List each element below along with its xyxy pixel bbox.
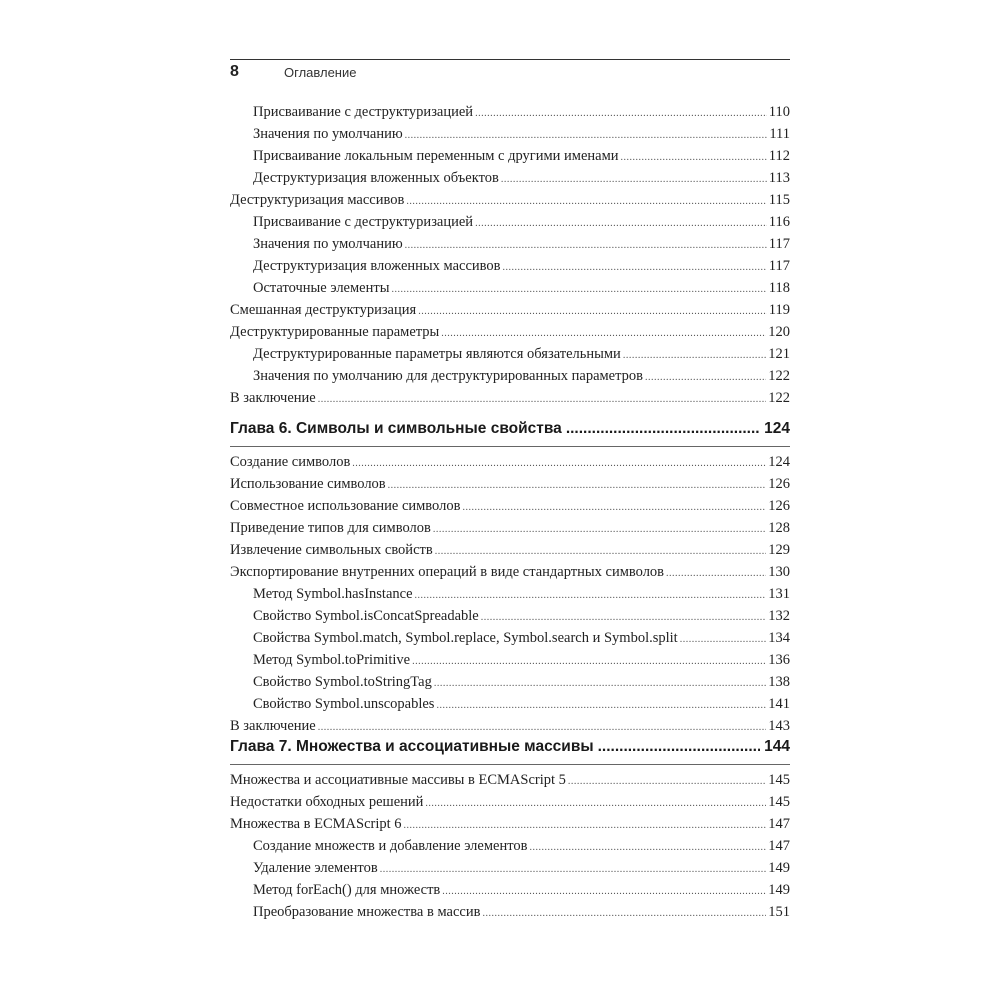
toc-entry[interactable] <box>230 583 790 605</box>
entry-page: 111 <box>769 126 790 142</box>
entry-title: Деструктурированные параметры <box>230 324 440 340</box>
dot-leader <box>412 651 766 673</box>
page-number: 8 <box>230 63 239 80</box>
dot-leader <box>623 345 766 367</box>
dot-leader <box>405 125 768 147</box>
toc-entry[interactable] <box>230 693 790 715</box>
entry-page: 115 <box>768 192 790 208</box>
entry-title: Преобразование множества в массив <box>253 904 481 920</box>
toc-entry[interactable] <box>230 857 790 879</box>
dot-leader <box>503 257 767 279</box>
toc-section <box>230 101 790 409</box>
entry-page: 128 <box>768 520 790 536</box>
entry-title: Метод Symbol.toPrimitive <box>253 652 411 668</box>
toc-entry[interactable] <box>230 277 790 299</box>
entry-page: 138 <box>768 674 790 690</box>
entry-title: Создание символов <box>230 454 351 470</box>
entry-title: Присваивание с деструктуризацией <box>253 104 474 120</box>
entry-page: 129 <box>768 542 790 558</box>
entry-page: 124 <box>768 454 790 470</box>
dot-leader <box>434 673 766 695</box>
toc-entry[interactable] <box>230 473 790 495</box>
chapter-heading[interactable] <box>230 420 790 447</box>
toc-entry[interactable] <box>230 671 790 693</box>
dot-leader <box>566 420 760 438</box>
dot-leader <box>475 213 767 235</box>
dot-leader <box>645 367 766 389</box>
dot-leader <box>436 695 766 717</box>
entry-page: 149 <box>768 860 790 876</box>
entry-title: Значения по умолчанию для деструктурированных параметров <box>253 368 643 384</box>
entry-page: 110 <box>768 104 790 120</box>
entry-page: 112 <box>768 148 790 164</box>
entry-title: Приведение типов для символов <box>230 520 431 536</box>
dot-leader <box>405 235 767 257</box>
entry-page: 131 <box>768 586 790 602</box>
toc-entry[interactable] <box>230 605 790 627</box>
entry-page: 143 <box>768 718 790 734</box>
toc-entry[interactable] <box>230 627 790 649</box>
toc-entry[interactable] <box>230 145 790 167</box>
dot-leader <box>425 793 766 815</box>
toc-entry[interactable] <box>230 561 790 583</box>
entry-title: Свойство Symbol.isConcatSpreadable <box>253 608 479 624</box>
toc-entry[interactable] <box>230 211 790 233</box>
toc-entry[interactable] <box>230 365 790 387</box>
dot-leader <box>418 301 767 323</box>
dot-leader <box>406 191 766 213</box>
entry-page: 122 <box>768 390 790 406</box>
entry-title: Недостатки обходных решений <box>230 794 424 810</box>
entry-page: 117 <box>768 236 790 252</box>
entry-title: В заключение <box>230 390 316 406</box>
entry-page: 145 <box>768 772 790 788</box>
entry-title: Смешанная деструктуризация <box>230 302 417 318</box>
entry-title: Деструктурированные параметры являются обязательными <box>253 346 621 362</box>
toc-section-chapter-6 <box>230 420 790 737</box>
entry-page: 134 <box>768 630 790 646</box>
dot-leader <box>318 717 767 739</box>
toc-entry[interactable] <box>230 123 790 145</box>
dot-leader <box>433 519 766 541</box>
entry-title: Множества в ECMAScript 6 <box>230 816 402 832</box>
entry-title: Множества и ассоциативные массивы в ECMAScript 5 <box>230 772 566 788</box>
toc-entry[interactable] <box>230 255 790 277</box>
dot-leader <box>529 837 766 859</box>
entry-title: Экспортирование внутренних операций в виде стандартных символов <box>230 564 665 580</box>
entry-title: Свойство Symbol.toStringTag <box>253 674 432 690</box>
toc-entry[interactable] <box>230 167 790 189</box>
entry-page: 116 <box>768 214 790 230</box>
toc-entry[interactable] <box>230 879 790 901</box>
dot-leader <box>318 389 767 411</box>
entry-page: 120 <box>768 324 790 340</box>
entry-title: Использование символов <box>230 476 386 492</box>
dot-leader <box>481 607 767 629</box>
entry-title: Совместное использование символов <box>230 498 461 514</box>
toc-section-chapter-7 <box>230 738 790 923</box>
toc-entry[interactable] <box>230 321 790 343</box>
entry-page: 121 <box>768 346 790 362</box>
entry-title: Деструктуризация массивов <box>230 192 405 208</box>
entry-title: Свойства Symbol.match, Symbol.replace, Symbol.search и Symbol.split <box>253 630 678 646</box>
entry-page: 147 <box>768 816 790 832</box>
toc-entry[interactable] <box>230 233 790 255</box>
dot-leader <box>435 541 767 563</box>
dot-leader <box>482 903 766 925</box>
entry-title: В заключение <box>230 718 316 734</box>
toc-entry[interactable] <box>230 299 790 321</box>
dot-leader <box>462 497 766 519</box>
dot-leader <box>568 771 766 793</box>
entry-page: 122 <box>768 368 790 384</box>
entry-page: 113 <box>768 170 790 186</box>
entry-page: 126 <box>768 476 790 492</box>
entry-title: Присваивание с деструктуризацией <box>253 214 474 230</box>
dot-leader <box>388 475 767 497</box>
dot-leader <box>598 738 761 756</box>
toc-entry[interactable] <box>230 539 790 561</box>
entry-page: 136 <box>768 652 790 668</box>
toc-entry[interactable] <box>230 189 790 211</box>
entry-page: 151 <box>768 904 790 920</box>
chapter-heading[interactable] <box>230 738 790 765</box>
entry-title: Значения по умолчанию <box>253 236 403 252</box>
chapter-title: Глава 7. Множества и ассоциативные массивы <box>230 738 594 755</box>
entry-page: 117 <box>768 258 790 274</box>
dot-leader <box>621 147 767 169</box>
toc-entry[interactable] <box>230 813 790 835</box>
toc-entry[interactable] <box>230 901 790 923</box>
entry-title: Создание множеств и добавление элементов <box>253 838 528 854</box>
chapter-page: 124 <box>764 420 790 437</box>
entry-title: Свойство Symbol.unscopables <box>253 696 435 712</box>
entry-page: 119 <box>768 302 790 318</box>
dot-leader <box>666 563 766 585</box>
entry-title: Удаление элементов <box>253 860 378 876</box>
toc-entry[interactable] <box>230 343 790 365</box>
entry-page: 126 <box>768 498 790 514</box>
toc-entry[interactable] <box>230 791 790 813</box>
entry-page: 145 <box>768 794 790 810</box>
entry-page: 149 <box>768 882 790 898</box>
toc-entry[interactable] <box>230 101 790 123</box>
chapter-page: 144 <box>764 738 790 755</box>
toc-entry[interactable] <box>230 495 790 517</box>
dot-leader <box>380 859 767 881</box>
running-header-title: Оглавление <box>284 65 357 80</box>
dot-leader <box>404 815 767 837</box>
entry-page: 130 <box>768 564 790 580</box>
dot-leader <box>442 881 766 903</box>
entry-title: Остаточные элементы <box>253 280 390 296</box>
entry-page: 118 <box>768 280 790 296</box>
toc-entry[interactable] <box>230 387 790 409</box>
dot-leader <box>441 323 766 345</box>
entry-title: Деструктуризация вложенных объектов <box>253 170 499 186</box>
toc-entry[interactable] <box>230 517 790 539</box>
toc-entry[interactable] <box>230 835 790 857</box>
entry-title: Метод Symbol.hasInstance <box>253 586 413 602</box>
toc-entry[interactable] <box>230 769 790 791</box>
dot-leader <box>501 169 767 191</box>
entry-title: Метод forEach() для множеств <box>253 882 441 898</box>
toc-entry[interactable] <box>230 451 790 473</box>
entry-page: 147 <box>768 838 790 854</box>
dot-leader <box>391 279 766 301</box>
entry-page: 141 <box>768 696 790 712</box>
dot-leader <box>680 629 767 651</box>
entry-page: 132 <box>768 608 790 624</box>
toc-entry[interactable] <box>230 649 790 671</box>
dot-leader <box>475 103 767 125</box>
toc-entry[interactable] <box>230 715 790 737</box>
entry-title: Извлечение символьных свойств <box>230 542 433 558</box>
dot-leader <box>415 585 767 607</box>
header-rule <box>230 59 790 60</box>
dot-leader <box>352 453 766 475</box>
entry-title: Значения по умолчанию <box>253 126 403 142</box>
entry-title: Присваивание локальным переменным с другими именами <box>253 148 619 164</box>
chapter-title: Глава 6. Символы и символьные свойства <box>230 420 562 437</box>
entry-title: Деструктуризация вложенных массивов <box>253 258 501 274</box>
